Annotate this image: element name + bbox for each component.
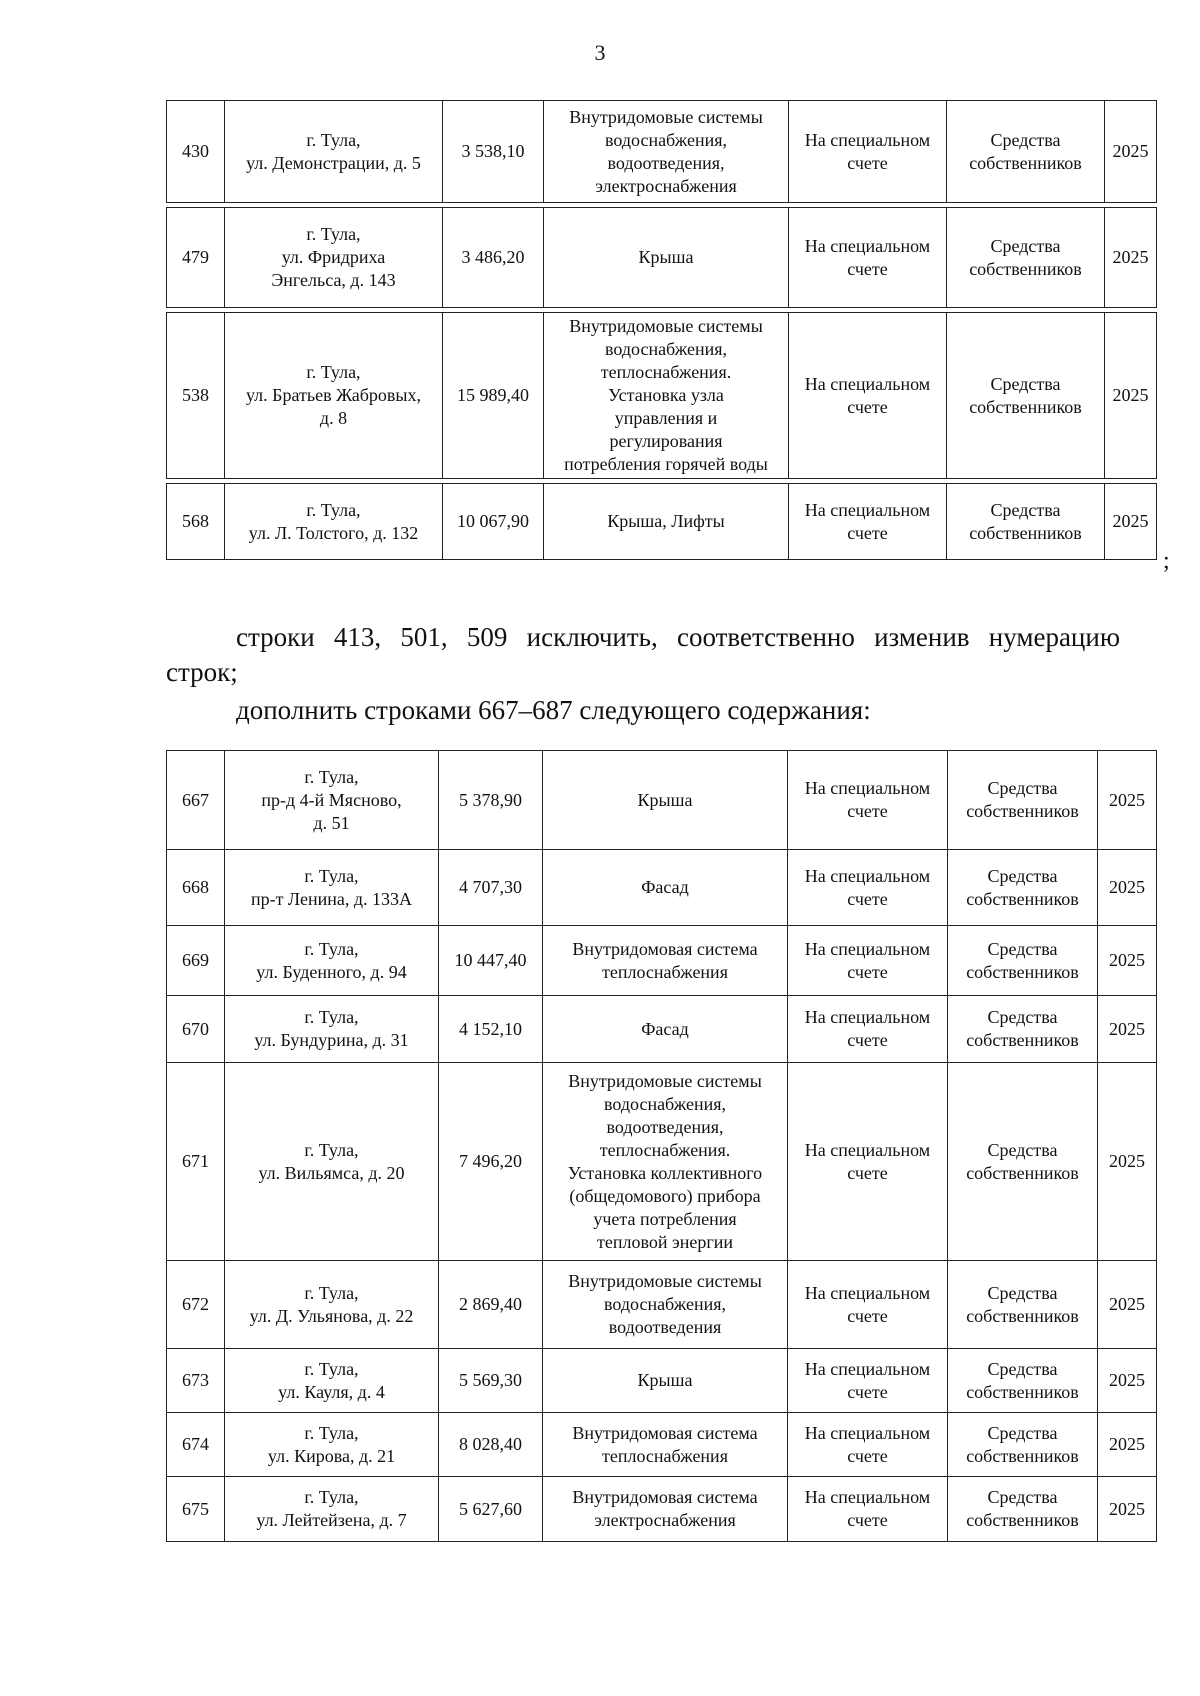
row-funding-source-line: Средства bbox=[990, 499, 1061, 520]
table-row bbox=[167, 850, 1157, 926]
row-address-line: ул. Буденного, д. 94 bbox=[256, 961, 407, 982]
row-account bbox=[788, 850, 948, 926]
row-funding-source-line: собственников bbox=[966, 801, 1079, 821]
row-account bbox=[789, 101, 947, 203]
row-account-line: На специальном bbox=[804, 1139, 931, 1160]
page-number: 3 bbox=[594, 40, 606, 65]
table-row bbox=[167, 101, 1157, 203]
row-work-type-line: Установка коллективного bbox=[567, 1162, 763, 1183]
row-work-type-line: водоснабжения, bbox=[604, 339, 728, 359]
row-number: 668 bbox=[167, 850, 225, 926]
row-year: 2025 bbox=[1098, 1063, 1157, 1261]
row-area: 7 496,20 bbox=[439, 1063, 543, 1261]
row-account bbox=[789, 484, 947, 560]
row-work-type bbox=[544, 313, 789, 479]
row-area: 10 067,90 bbox=[443, 484, 544, 560]
row-year: 2025 bbox=[1105, 101, 1157, 203]
row-work-type-line: Внутридомовые системы bbox=[568, 1271, 762, 1291]
table-row bbox=[167, 1413, 1157, 1477]
row-year: 2025 bbox=[1105, 484, 1157, 560]
row-work-type bbox=[544, 208, 789, 308]
row-number: 675 bbox=[167, 1477, 225, 1542]
row-account bbox=[789, 208, 947, 308]
row-year: 2025 bbox=[1098, 751, 1157, 850]
row-funding-source bbox=[948, 1477, 1098, 1542]
row-account bbox=[788, 1413, 948, 1477]
row-number: 538 bbox=[167, 313, 225, 479]
row-account bbox=[788, 1349, 948, 1413]
row-account-line: счете bbox=[847, 1030, 888, 1050]
row-account-line: На специальном bbox=[804, 1422, 931, 1443]
row-work-type bbox=[543, 1261, 788, 1349]
row-area: 4 152,10 bbox=[439, 996, 543, 1063]
row-funding-source-line: собственников bbox=[966, 1162, 1079, 1183]
row-account-line: На специальном bbox=[804, 499, 931, 520]
row-funding-source-line: собственников bbox=[966, 1305, 1079, 1326]
row-funding-source-line: собственников bbox=[969, 396, 1082, 417]
row-account-line: На специальном bbox=[804, 778, 931, 798]
row-address bbox=[225, 850, 439, 926]
row-account-line: На специальном bbox=[804, 235, 931, 256]
row-funding-source-line: Средства bbox=[987, 1007, 1058, 1027]
row-address-line: г. Тула, bbox=[304, 1358, 359, 1379]
row-account-line: На специальном bbox=[804, 1487, 931, 1507]
row-number: 673 bbox=[167, 1349, 225, 1413]
table-row bbox=[167, 1477, 1157, 1542]
row-funding-source-line: Средства bbox=[987, 1139, 1058, 1160]
row-address-line: г. Тула, bbox=[304, 938, 359, 959]
row-funding-source bbox=[948, 1261, 1098, 1349]
row-account-line: счете bbox=[847, 152, 888, 173]
row-work-type-line: управления и bbox=[614, 408, 718, 428]
row-work-type bbox=[543, 751, 788, 850]
row-address bbox=[225, 996, 439, 1063]
table-row bbox=[167, 1349, 1157, 1413]
row-area: 15 989,40 bbox=[443, 313, 544, 479]
row-work-type-line: теплоснабжения. bbox=[599, 1139, 731, 1160]
row-work-type-line: потребления горячей воды bbox=[564, 454, 768, 474]
row-address-line: ул. Кауля, д. 4 bbox=[278, 1381, 385, 1402]
row-address-line: ул. Вильямса, д. 20 bbox=[258, 1162, 405, 1183]
row-address-line: г. Тула, bbox=[306, 362, 361, 382]
row-work-type-line: водоснабжения, bbox=[604, 129, 728, 150]
row-work-type-line: Внутридомовая система bbox=[572, 1487, 758, 1507]
row-work-type-line: электроснабжения bbox=[595, 175, 737, 196]
row-number: 430 bbox=[167, 101, 225, 203]
row-address-line: г. Тула, bbox=[306, 224, 361, 244]
row-funding-source-line: собственников bbox=[966, 1445, 1079, 1466]
row-account bbox=[789, 313, 947, 479]
row-account-line: счете bbox=[847, 1305, 888, 1326]
row-address bbox=[225, 313, 443, 479]
row-work-type-line: теплоснабжения bbox=[602, 961, 728, 982]
row-account bbox=[788, 1261, 948, 1349]
row-work-type-line: тепловой энергии bbox=[597, 1231, 733, 1252]
row-funding-source-line: собственников bbox=[966, 1030, 1079, 1050]
row-address bbox=[225, 484, 443, 560]
table-row bbox=[167, 926, 1157, 996]
row-area: 5 627,60 bbox=[439, 1477, 543, 1542]
row-work-type-line: Фасад bbox=[641, 877, 689, 897]
row-account bbox=[788, 751, 948, 850]
row-address-line: г. Тула, bbox=[304, 1139, 359, 1160]
row-account-line: счете bbox=[847, 1162, 888, 1183]
paragraph-exclude-rows: строки 413, 501, 509 исключить, соответственно изменив нумерацию bbox=[236, 622, 1120, 652]
row-work-type-line: Внутридомовая система bbox=[572, 1422, 758, 1443]
row-work-type-line: Крыша bbox=[638, 247, 694, 267]
row-funding-source bbox=[947, 208, 1105, 308]
row-address-line: ул. Лейтейзена, д. 7 bbox=[256, 1510, 407, 1530]
row-funding-source-line: собственников bbox=[969, 522, 1082, 543]
row-area: 3 538,10 bbox=[443, 101, 544, 203]
table-row bbox=[167, 484, 1157, 560]
row-number: 667 bbox=[167, 751, 225, 850]
row-work-type-line: водоснабжения, bbox=[603, 1294, 727, 1314]
row-year: 2025 bbox=[1098, 926, 1157, 996]
row-address-line: пр-т Ленина, д. 133А bbox=[250, 888, 413, 909]
row-address-line: Энгельса, д. 143 bbox=[271, 270, 396, 290]
row-account bbox=[788, 926, 948, 996]
row-work-type-line: Внутридомовые системы bbox=[568, 1070, 762, 1091]
row-address bbox=[225, 1477, 439, 1542]
row-address-line: ул. Бундурина, д. 31 bbox=[254, 1030, 409, 1050]
row-funding-source bbox=[948, 1349, 1098, 1413]
row-account bbox=[788, 1477, 948, 1542]
row-address-line: г. Тула, bbox=[304, 1422, 359, 1443]
row-funding-source-line: Средства bbox=[987, 1487, 1058, 1507]
row-year: 2025 bbox=[1098, 996, 1157, 1063]
row-number: 479 bbox=[167, 208, 225, 308]
row-address-line: ул. Фридриха bbox=[281, 247, 386, 267]
row-work-type bbox=[544, 101, 789, 203]
row-account-line: На специальном bbox=[804, 373, 931, 394]
row-address bbox=[225, 1349, 439, 1413]
row-account-line: На специальном bbox=[804, 129, 931, 150]
row-account bbox=[788, 1063, 948, 1261]
row-number: 670 bbox=[167, 996, 225, 1063]
row-area: 5 569,30 bbox=[439, 1349, 543, 1413]
row-year: 2025 bbox=[1105, 208, 1157, 308]
row-year: 2025 bbox=[1098, 1413, 1157, 1477]
row-funding-source-line: Средства bbox=[987, 1422, 1058, 1443]
row-funding-source-line: Средства bbox=[987, 865, 1058, 886]
row-number: 674 bbox=[167, 1413, 225, 1477]
row-address-line: д. 8 bbox=[319, 408, 348, 428]
row-funding-source-line: Средства bbox=[987, 1358, 1058, 1379]
row-area: 4 707,30 bbox=[439, 850, 543, 926]
row-account-line: счете bbox=[847, 396, 888, 417]
row-work-type-line: Фасад bbox=[641, 1018, 689, 1039]
row-address-line: г. Тула, bbox=[304, 1282, 359, 1303]
row-address-line: г. Тула, bbox=[306, 499, 361, 520]
row-funding-source-line: Средства bbox=[987, 1282, 1058, 1303]
row-funding-source bbox=[947, 101, 1105, 203]
row-funding-source-line: Средства bbox=[990, 129, 1061, 150]
table-top bbox=[166, 100, 1157, 560]
row-work-type bbox=[543, 1413, 788, 1477]
row-account-line: На специальном bbox=[804, 1282, 931, 1303]
row-account-line: счете bbox=[847, 258, 888, 279]
row-work-type-line: Крыша, Лифты bbox=[607, 511, 725, 531]
row-year: 2025 bbox=[1098, 1349, 1157, 1413]
row-work-type bbox=[543, 926, 788, 996]
row-funding-source-line: собственников bbox=[966, 1381, 1079, 1402]
row-work-type-line: (общедомового) прибора bbox=[569, 1185, 761, 1206]
row-funding-source bbox=[948, 1413, 1098, 1477]
row-year: 2025 bbox=[1098, 850, 1157, 926]
row-address-line: г. Тула, bbox=[304, 1487, 359, 1507]
row-work-type bbox=[543, 850, 788, 926]
row-area: 10 447,40 bbox=[439, 926, 543, 996]
row-account-line: На специальном bbox=[804, 1007, 931, 1027]
row-funding-source bbox=[948, 926, 1098, 996]
row-funding-source bbox=[947, 484, 1105, 560]
row-address-line: ул. Демонстрации, д. 5 bbox=[246, 152, 421, 173]
row-work-type-line: теплоснабжения bbox=[602, 1445, 728, 1466]
row-account-line: На специальном bbox=[804, 1358, 931, 1379]
row-address bbox=[225, 101, 443, 203]
row-address-line: ул. Братьев Жабровых, bbox=[245, 385, 422, 405]
row-account-line: счете bbox=[847, 1445, 888, 1466]
row-funding-source bbox=[948, 996, 1098, 1063]
row-address-line: д. 51 bbox=[313, 812, 350, 833]
row-work-type-line: водоотведения bbox=[608, 1317, 722, 1337]
row-address-line: г. Тула, bbox=[304, 1007, 359, 1027]
row-account-line: счете bbox=[847, 1381, 888, 1402]
row-work-type-line: регулирования bbox=[609, 431, 723, 451]
row-year: 2025 bbox=[1105, 313, 1157, 479]
row-account-line: счете bbox=[847, 1510, 888, 1530]
row-account-line: счете bbox=[847, 961, 888, 982]
row-work-type-line: водоотведения, bbox=[606, 1116, 724, 1137]
row-funding-source-line: Средства bbox=[990, 373, 1061, 394]
row-work-type bbox=[543, 1063, 788, 1261]
table-row bbox=[167, 1261, 1157, 1349]
row-funding-source-line: собственников bbox=[966, 1510, 1079, 1530]
row-number: 671 bbox=[167, 1063, 225, 1261]
paragraph-add-rows: дополнить строками 667–687 следующего содержания: bbox=[236, 695, 871, 725]
row-work-type-line: Установка узла bbox=[608, 385, 724, 405]
row-funding-source bbox=[947, 313, 1105, 479]
row-number: 669 bbox=[167, 926, 225, 996]
row-address-line: ул. Л. Толстого, д. 132 bbox=[248, 522, 419, 543]
row-address-line: ул. Д. Ульянова, д. 22 bbox=[249, 1305, 414, 1326]
row-funding-source-line: собственников bbox=[966, 961, 1079, 982]
row-work-type-line: учета потребления bbox=[593, 1208, 737, 1229]
table-row bbox=[167, 1063, 1157, 1261]
row-funding-source bbox=[948, 850, 1098, 926]
row-funding-source bbox=[948, 1063, 1098, 1261]
row-funding-source-line: Средства bbox=[990, 235, 1061, 256]
row-area: 3 486,20 bbox=[443, 208, 544, 308]
row-funding-source-line: Средства bbox=[987, 938, 1058, 959]
row-address bbox=[225, 1413, 439, 1477]
row-work-type-line: Внутридомовые системы bbox=[569, 106, 763, 127]
row-address-line: ул. Кирова, д. 21 bbox=[267, 1445, 396, 1466]
row-area: 5 378,90 bbox=[439, 751, 543, 850]
row-work-type-line: Внутридомовая система bbox=[572, 938, 758, 959]
row-address-line: г. Тула, bbox=[304, 766, 359, 787]
row-address-line: пр-д 4-й Мясново, bbox=[261, 789, 402, 810]
table-row bbox=[167, 313, 1157, 479]
paragraph-exclude-rows-cont: строк; bbox=[166, 657, 238, 687]
row-address bbox=[225, 751, 439, 850]
row-funding-source-line: собственников bbox=[969, 258, 1082, 279]
row-funding-source-line: собственников bbox=[969, 152, 1082, 173]
row-area: 2 869,40 bbox=[439, 1261, 543, 1349]
table-row bbox=[167, 208, 1157, 308]
table-row bbox=[167, 751, 1157, 850]
row-funding-source-line: Средства bbox=[987, 778, 1058, 798]
row-funding-source bbox=[948, 751, 1098, 850]
table-bottom bbox=[166, 750, 1157, 1542]
row-account-line: На специальном bbox=[804, 865, 931, 886]
row-address bbox=[225, 1261, 439, 1349]
row-work-type bbox=[543, 996, 788, 1063]
row-work-type bbox=[544, 484, 789, 560]
row-account-line: На специальном bbox=[804, 938, 931, 959]
table-row bbox=[167, 996, 1157, 1063]
row-account-line: счете bbox=[847, 522, 888, 543]
row-work-type bbox=[543, 1349, 788, 1413]
row-address bbox=[225, 208, 443, 308]
end-semicolon: ; bbox=[1163, 548, 1170, 574]
row-work-type bbox=[543, 1477, 788, 1542]
row-number: 568 bbox=[167, 484, 225, 560]
row-address bbox=[225, 926, 439, 996]
row-work-type-line: водоотведения, bbox=[607, 152, 725, 173]
row-work-type-line: теплоснабжения. bbox=[600, 362, 732, 382]
row-year: 2025 bbox=[1098, 1477, 1157, 1542]
row-number: 672 bbox=[167, 1261, 225, 1349]
row-account bbox=[788, 996, 948, 1063]
row-address-line: г. Тула, bbox=[304, 865, 359, 886]
row-area: 8 028,40 bbox=[439, 1413, 543, 1477]
row-address-line: г. Тула, bbox=[306, 129, 361, 150]
row-account-line: счете bbox=[847, 801, 888, 821]
row-account-line: счете bbox=[847, 888, 888, 909]
row-funding-source-line: собственников bbox=[966, 888, 1079, 909]
row-address bbox=[225, 1063, 439, 1261]
row-work-type-line: электроснабжения bbox=[594, 1510, 736, 1530]
row-work-type-line: Внутридомовые системы bbox=[569, 316, 763, 336]
row-work-type-line: Крыша bbox=[637, 1370, 693, 1390]
row-year: 2025 bbox=[1098, 1261, 1157, 1349]
row-work-type-line: водоснабжения, bbox=[603, 1093, 727, 1114]
row-work-type-line: Крыша bbox=[637, 789, 693, 810]
